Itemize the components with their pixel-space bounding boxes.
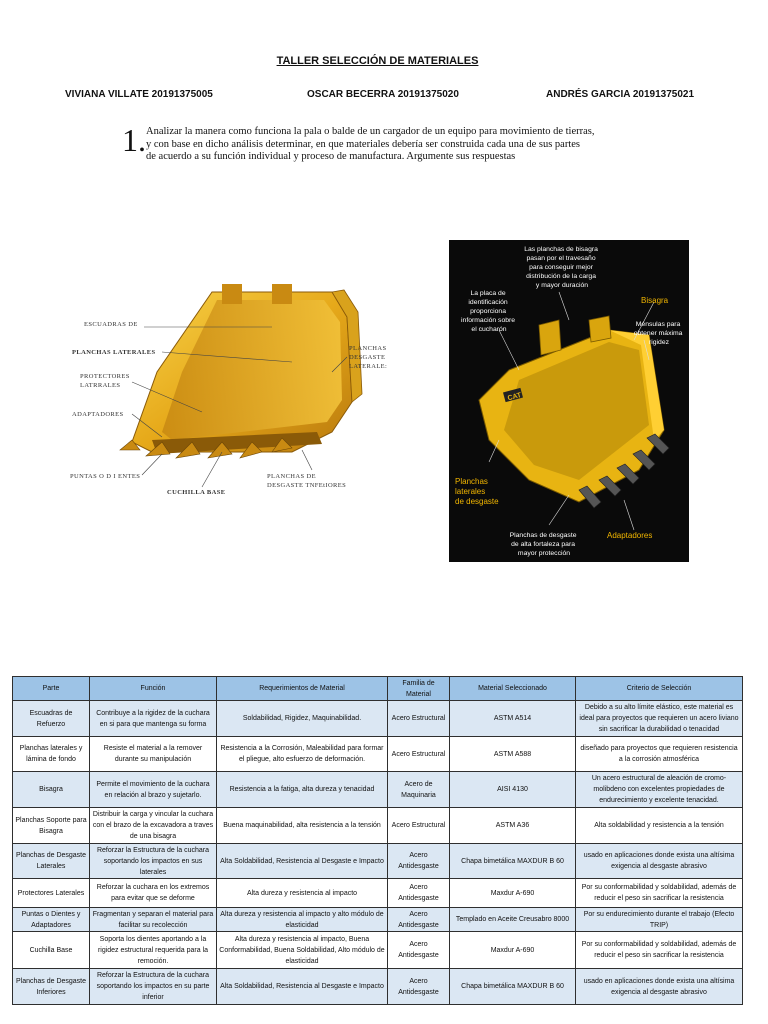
table-cell: Acero Antidesgaste [388, 969, 450, 1005]
label-bisagra-plates: Las planchas de bisagra pasan por el travesaño para conseguir mejor distribución de la carga y mayor duración [524, 246, 598, 289]
label-planchas-inf-1: PLANCHAS DE [267, 473, 317, 480]
label-protectores-2: LATRRALES [80, 382, 121, 389]
author-2: OSCAR BECERRA 20191375020 [307, 89, 459, 100]
label-mensulas: Ménsulas para obtener máxima rigidez [633, 321, 683, 346]
label-puntas: PUNTAS O D I ENTES [70, 473, 141, 480]
table-cell: Alta dureza y resistencia al impacto [217, 879, 388, 908]
table-cell: Acero Antidesgaste [388, 844, 450, 879]
table-cell: Chapa bimetálica MAXDUR B 60 [450, 969, 576, 1005]
table-cell: Permite el movimiento de la cuchara en relación al brazo y sujetarlo. [90, 772, 217, 808]
table-cell: Alta Soldabilidad, Resistencia al Desgaste e Impacto [217, 969, 388, 1005]
table-cell: Contribuye a la rigidez de la cuchara en si para que mantenga su forma [90, 701, 217, 737]
label-adaptadores: Adaptadores [607, 531, 653, 540]
label-identificacion: La placa de identificación proporciona información sobre el cucharón [461, 290, 516, 333]
table-cell: Puntas o Dientes y Adaptadores [13, 908, 90, 932]
label-bisagra: Bisagra [641, 296, 669, 305]
table-cell: Alta dureza y resistencia al impacto, Buena Conformabilidad, Buena Soldabilidad, Alto módulo de elasticidad [217, 932, 388, 969]
header-cell: Parte [13, 677, 90, 701]
table-cell: Buena maquinabilidad, alta resistencia a la tensión [217, 808, 388, 844]
table-cell: Escuadras de Refuerzo [13, 701, 90, 737]
table-cell: Planchas de Desgaste Laterales [13, 844, 90, 879]
table-cell: Reforzar la Estructura de la cuchara soportando los impactos en su parte inferior [90, 969, 217, 1005]
table-row [13, 844, 743, 879]
question-line: y con base en dicho análisis determinar, en que materiales debería ser construida cada una de sus partes [146, 138, 580, 150]
table-cell: Reforzar la cuchara en los extremos para evitar que se deforme [90, 879, 217, 908]
table-cell: Acero Antidesgaste [388, 908, 450, 932]
table-cell: Resiste el material a la remover durante su manipulación [90, 737, 217, 772]
table-cell: Soldabilidad, Rigidez, Maquinabilidad. [217, 701, 388, 737]
label-planchas-laterales: PLANCHAS LATERALES [72, 349, 156, 356]
question-line: Analizar la manera como funciona la pala o balde de un cargador de un equipo para movimiento de tierras, [146, 126, 595, 137]
table-cell: Planchas de Desgaste Inferiores [13, 969, 90, 1005]
table-cell: Alta Soldabilidad, Resistencia al Desgaste e Impacto [217, 844, 388, 879]
author-3: ANDRÉS GARCIA 20191375021 [546, 89, 695, 100]
table-cell: Reforzar la Estructura de la cuchara soportando los impactos en sus laterales [90, 844, 217, 879]
table-cell: Distribuir la carga y vincular la cuchara con el brazo de la excavadora a traves de una bisagra [90, 808, 217, 844]
table-cell: Planchas laterales y lámina de fondo [13, 737, 90, 772]
table-cell: Acero Estructural [388, 701, 450, 737]
header-cell: Requerimientos de Material [217, 677, 388, 701]
table-cell: Fragmentan y separan el material para facilitar su recolección [90, 908, 217, 932]
table-cell: ASTM A514 [450, 701, 576, 737]
table-cell: Acero Antidesgaste [388, 932, 450, 969]
table-cell: Por su conformabilidad y soldabilidad, además de reducir el peso sin sacrificar la resistencia [576, 879, 743, 908]
table-cell: Protectores Laterales [13, 879, 90, 908]
label-desgaste-lat-1: PLANCHAS [349, 345, 387, 352]
table-cell: Acero Estructural [388, 808, 450, 844]
table-cell: Resistencia a la fatiga, alta dureza y tenacidad [217, 772, 388, 808]
question-line: de acuerdo a su función individual y proceso de manufactura. Argumente sus respuestas [146, 151, 516, 162]
table-cell: ASTM A36 [450, 808, 576, 844]
table-row [13, 701, 743, 737]
table-cell: usado en aplicaciones donde exista una altísima exigencia al desgaste abrasivo [576, 844, 743, 879]
table-row [13, 808, 743, 844]
label-planchas-alta: Planchas de desgaste de alta fortaleza para mayor protección [509, 532, 577, 557]
table-cell: usado en aplicaciones donde exista una altísima exigencia al desgaste abrasivo [576, 969, 743, 1005]
header-cell: Material Seleccionado [450, 677, 576, 701]
table-cell: Soporta los dientes aportando a la rigidez estructural requerida para la remoción. [90, 932, 217, 969]
table-cell: Acero Estructural [388, 737, 450, 772]
table-row [13, 969, 743, 1005]
label-escuadras: ESCUADRAS DE [84, 321, 138, 328]
table-cell: Resistencia a la Corrosión, Maleabilidad para formar el pliegue, alto esfuerzo de deformación. [217, 737, 388, 772]
table-row [13, 737, 743, 772]
bucket-diagram-right [449, 240, 689, 562]
author-1: VIVIANA VILLATE 20191375005 [65, 89, 213, 100]
page-title: TALLER SELECCIÓN DE MATERIALES [276, 55, 479, 67]
table-cell: Chapa bimetálica MAXDUR B 60 [450, 844, 576, 879]
table-cell: Cuchilla Base [13, 932, 90, 969]
bucket-diagram-left [62, 282, 388, 507]
table-cell: Maxdur A-690 [450, 879, 576, 908]
header-cell: Familia de Material [388, 677, 450, 701]
bucket-shape [120, 284, 362, 458]
materials-table [12, 676, 743, 1005]
table-cell: Un acero estructural de aleación de cromo-molibdeno con excelentes propiedades de endurecimiento y excelente tenacidad. [576, 772, 743, 808]
table-header-row [13, 677, 743, 701]
table-row [13, 879, 743, 908]
label-cuchilla: CUCHILLA BASE [167, 489, 226, 496]
header-cell: Criterio de Selección [576, 677, 743, 701]
label-planchas-laterales: Planchas laterales de desgaste [455, 477, 499, 506]
label-desgaste-lat-3: LATERALE: [349, 363, 388, 370]
table-row [13, 908, 743, 932]
question-text [146, 126, 636, 164]
table-cell: Bisagra [13, 772, 90, 808]
header-cell: Función [90, 677, 217, 701]
table-cell: Por su conformabilidad y soldabilidad, además de reducir el peso sin sacrificar la resistencia [576, 932, 743, 969]
table-cell: Acero de Maquinaria [388, 772, 450, 808]
table-row [13, 772, 743, 808]
label-desgaste-lat-2: DESGASTE [349, 354, 386, 361]
label-planchas-inf-2: DESGASTE TNFEtIORES [267, 482, 347, 489]
table-cell: Templado en Aceite Creusabro 8000 [450, 908, 576, 932]
table-cell: AISI 4130 [450, 772, 576, 808]
table-cell: Maxdur A-690 [450, 932, 576, 969]
table-cell: Alta soldabilidad y resistencia a la tensión [576, 808, 743, 844]
table-cell: ASTM A588 [450, 737, 576, 772]
table-cell: Alta dureza y resistencia al impacto y alto módulo de elasticidad [217, 908, 388, 932]
table-cell: Debido a su alto límite elástico, este material es ideal para proyectos que requieren un acero liviano sin sacrificar la durabilidad o tenacidad [576, 701, 743, 737]
question-number: 1. [122, 122, 146, 158]
table-cell: Planchas Soporte para Bisagra [13, 808, 90, 844]
label-protectores-1: PROTECTORES [80, 373, 130, 380]
cat-logo: CAT [506, 391, 523, 403]
table-row [13, 932, 743, 969]
table-cell: diseñado para proyectos que requieren resistencia a la corrosión atmosférica [576, 737, 743, 772]
table-cell: Por su endurecimiento durante el trabajo (Efecto TRIP) [576, 908, 743, 932]
label-adaptadores: ADAPTADORES [72, 411, 124, 418]
table-cell: Acero Antidesgaste [388, 879, 450, 908]
